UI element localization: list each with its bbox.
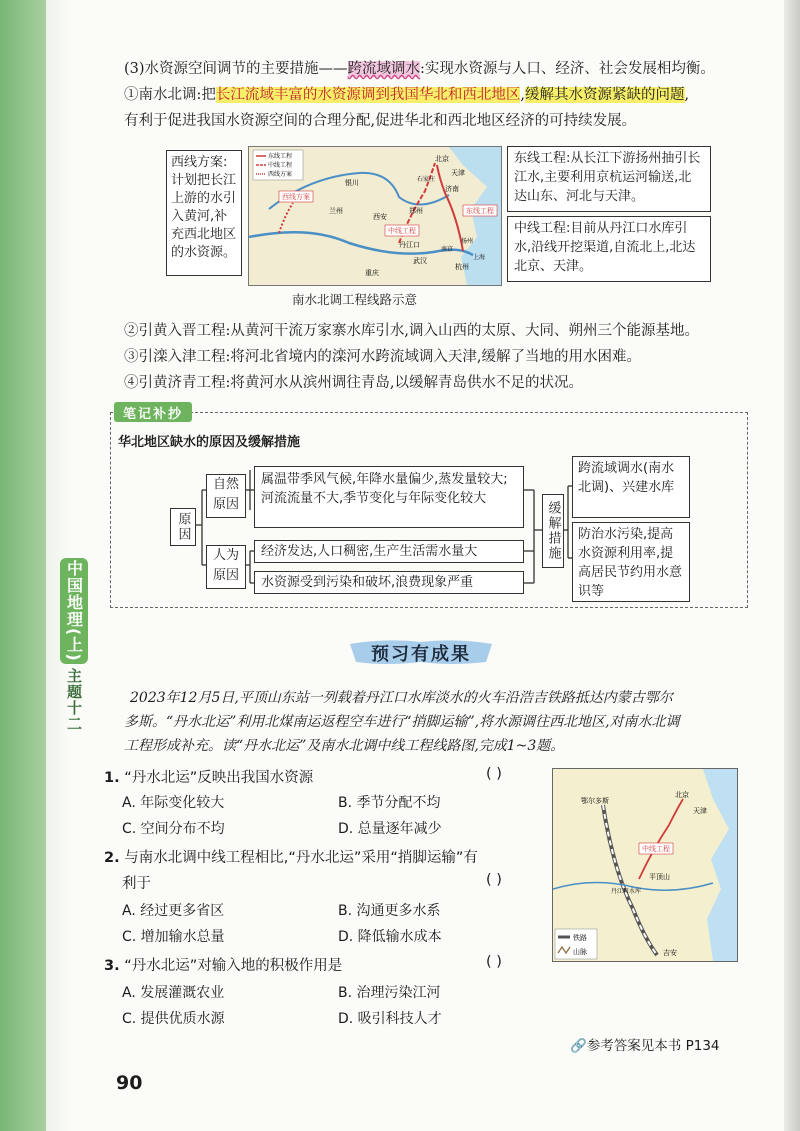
map-city: 丹江口水库 [611,888,642,895]
relief-box: 缓解措施 [542,494,564,568]
map-caption: 南水北调工程线路示意 [292,292,418,307]
legend-rail: 铁路 [573,934,587,942]
question-text: “丹水北运”对输入地的积极作用是 [124,958,343,974]
map-city: 杭州 [455,263,469,271]
question-1 [104,766,313,787]
legend-west: 西线方案 [268,171,293,178]
map-city: 银川 [345,179,359,187]
human-detail-1-box: 经济发达,人口稠密,生产生活需水量大 [254,540,524,563]
west-route-box: 西线方案:计划把长江上游的水引入黄河,补充西北地区的水资源。 [166,150,242,276]
side-topic: 主题十二 [65,668,83,732]
map-city: 兰州 [329,207,343,215]
text: , [520,87,525,103]
answer-paren[interactable]: ( ) [486,872,502,888]
text: ①南水北调:把 [124,87,216,103]
danshui-beiyun-map [552,768,738,962]
practice-intro-1: 2023年12月5日,平顶山东站一列载着丹江口水库淡水的火车沿浩吉铁路抵达内蒙古鄂尔 [130,690,673,706]
map-city: 天津 [451,169,465,177]
south-north-water-map [248,146,502,286]
link-icon: 🔗 [570,1038,587,1054]
option-1d[interactable]: D. 总量逐年减少 [338,821,442,837]
notes-tag: 笔记补抄 [114,402,192,422]
cause-box: 原因 [170,508,196,546]
map-label-mid: 中线工程 [388,227,416,235]
highlight: 缓解其水资源紧缺的问题 [525,87,685,103]
map-city: 重庆 [365,269,379,277]
map-city: 扬州 [461,238,474,245]
side-tab-book-title: 中国地理(上) [60,558,88,664]
map-city: 北京 [675,791,689,799]
map-city: 平顶山 [649,873,670,881]
measure-2-box: 防治水污染,提高水资源利用率,提高居民节约用水意识等 [572,522,690,602]
map-city: 石家庄 [417,176,436,183]
answer-paren[interactable]: ( ) [486,766,502,782]
legend-east: 东线工程 [268,153,293,160]
option-3d[interactable]: D. 吸引科技人才 [338,1011,442,1027]
map-city: 西安 [373,213,387,221]
option-2a[interactable]: A. 经过更多省区 [122,903,225,919]
text: , [684,87,690,103]
green-margin [0,0,46,1131]
question-2-cont: 利于 [122,876,151,892]
measure-1-box: 跨流域调水(南水北调)、兴建水库 [572,456,690,518]
map-city: 郑州 [409,207,423,215]
highlight: 长江流域丰富的水资源调到我国华北和西北地区 [215,87,521,103]
map-city: 上海 [473,254,486,261]
answer-paren[interactable]: ( ) [486,954,502,970]
map-label-west: 西线方案 [282,193,310,201]
map-city: 济南 [445,185,459,193]
practice-intro-2: 多斯。“丹水北运”利用北煤南运返程空车进行“捎脚运输”,将水源调往西北地区,对南水北调 [124,714,680,730]
option-1a[interactable]: A. 年际变化较大 [122,795,225,811]
map-city: 武汉 [413,257,427,265]
question-number: 3. [104,958,120,974]
map-city: 吉安 [663,949,677,957]
answer-reference-text: 参考答案见本书 P134 [586,1038,720,1054]
natural-detail-box: 属温带季风气候,年降水量偏少,蒸发量较大;河流流量不大,季节变化与年际变化较大 [254,466,524,528]
natural-cause-box: 自然原因 [206,474,246,518]
option-2c[interactable]: C. 增加输水总量 [122,929,225,945]
question-text: “丹水北运”反映出我国水资源 [124,770,314,786]
section3-line1 [124,58,715,80]
option-2d[interactable]: D. 降低输水成本 [338,929,442,945]
option-3c[interactable]: C. 提供优质水源 [122,1011,225,1027]
question-number: 2. [104,850,120,866]
middle-route-box: 中线工程:目前从丹江口水库引水,沿线开挖渠道,自流北上,北达北京、天津。 [507,216,711,282]
option-3b[interactable]: B. 治理污染江河 [338,985,441,1001]
section3-line2 [124,84,689,106]
map-city: 天津 [693,807,707,815]
question-3 [104,954,342,975]
legend-mid: 中线工程 [268,162,293,169]
map-label-mid: 中线工程 [642,845,670,853]
section-banner-text: 预习有成果 [371,644,471,665]
option-1c[interactable]: C. 空间分布不均 [122,821,225,837]
option-2b[interactable]: B. 沟通更多水系 [338,903,441,919]
page-number: 90 [116,1072,143,1094]
legend-mountain: 山脉 [573,948,587,956]
human-cause-box: 人为原因 [206,545,246,589]
map-city: 南京 [441,246,454,253]
question-text: 与南水北调中线工程相比,“丹水北运”采用“捎脚运输”有 [124,850,478,866]
question-2 [104,846,478,867]
page-edge [784,0,800,1131]
map-city: 丹江口 [399,241,420,249]
highlight-key: 跨流域调水 [347,61,421,77]
item-2: ②引黄入晋工程:从黄河干流万家寨水库引水,调入山西的太原、大同、朔州三个能源基地。 [124,323,699,339]
option-3a[interactable]: A. 发展灌溉农业 [122,985,225,1001]
map-city: 鄂尔多斯 [581,797,609,805]
question-number: 1. [104,770,120,786]
map-label-east: 东线工程 [466,207,494,215]
item-4: ④引黄济青工程:将黄河水从滨州调往青岛,以缓解青岛供水不足的状况。 [124,375,583,391]
text: (3)水资源空间调节的主要措施—— [124,61,348,77]
option-1b[interactable]: B. 季节分配不均 [338,795,441,811]
text: :实现水资源与人口、经济、社会发展相均衡。 [420,61,715,77]
notes-title: 华北地区缺水的原因及缓解措施 [118,435,301,450]
section3-line3: 有利于促进我国水资源空间的合理分配,促进华北和西北地区经济的可持续发展。 [124,113,637,129]
east-route-box: 东线工程:从长江下游扬州抽引长江水,主要利用京杭运河输送,北达山东、河北与天津。 [507,146,711,212]
map-city: 北京 [435,155,449,163]
item-3: ③引滦入津工程:将河北省境内的滦河水跨流域调入天津,缓解了当地的用水困难。 [124,349,641,365]
answer-reference [570,1034,720,1054]
practice-intro-3: 工程形成补充。读“丹水北运”及南水北调中线工程线路图,完成1~3题。 [124,738,565,754]
human-detail-2-box: 水资源受到污染和破坏,浪费现象严重 [254,571,524,594]
